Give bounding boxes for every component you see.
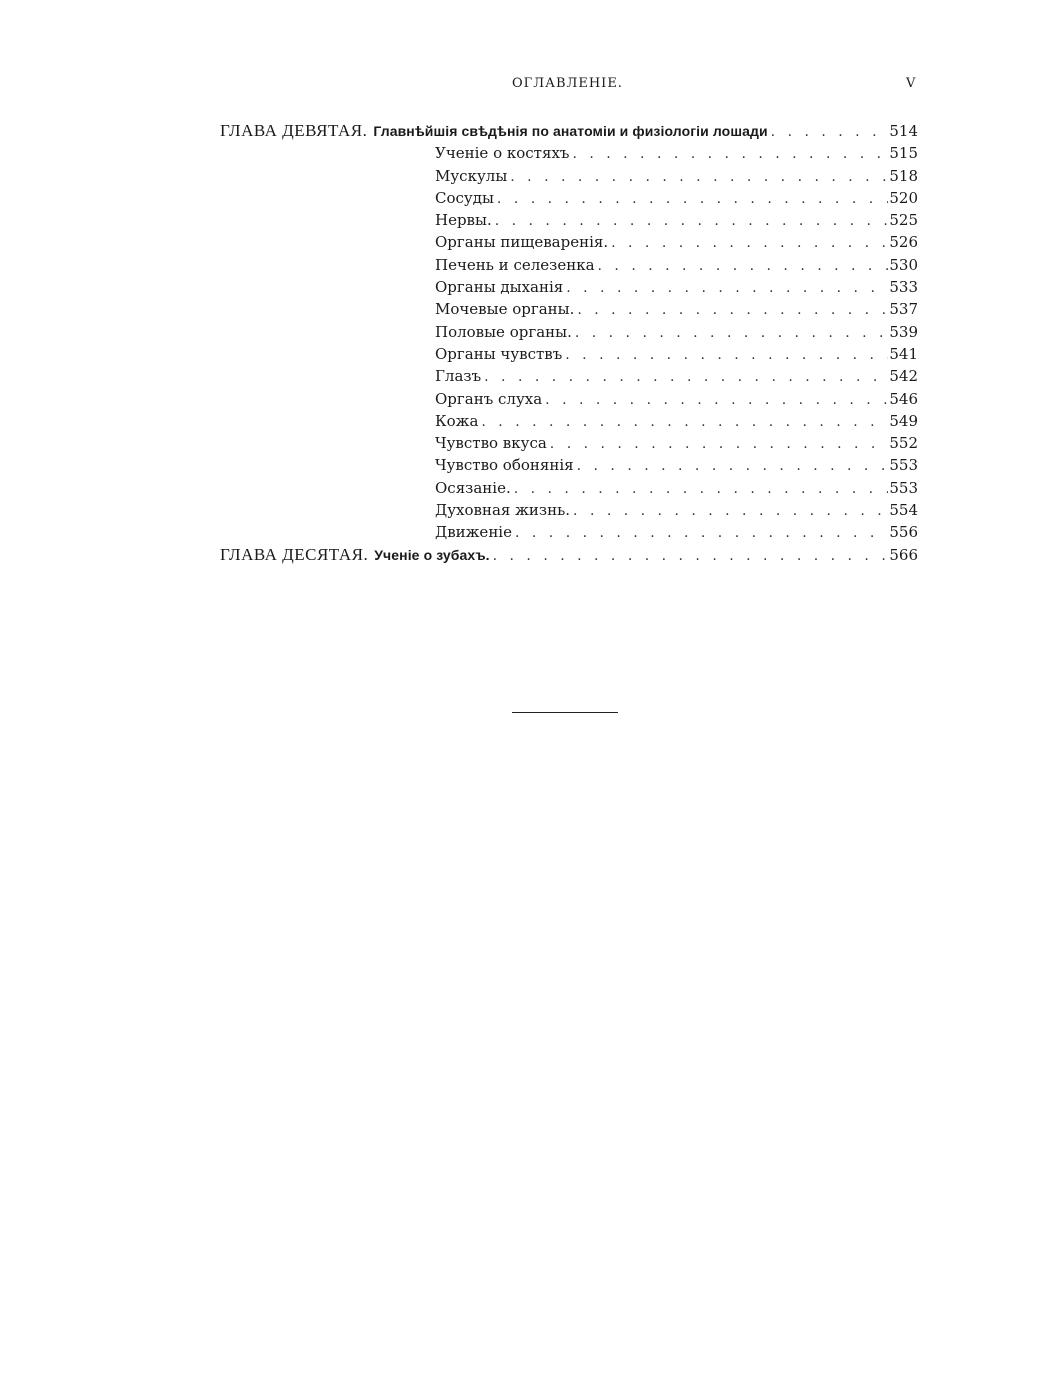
- toc-item: [220, 254, 918, 276]
- running-head: [0, 76, 1050, 96]
- toc-item: [220, 477, 918, 499]
- toc-item-page: 549: [889, 411, 918, 430]
- dot-leader: [478, 411, 888, 433]
- toc-item-title: Печень и селезенка: [435, 255, 595, 274]
- chapter-page-number: 514: [889, 122, 918, 140]
- toc-item-title: Духовная жизнь.: [435, 501, 571, 520]
- dot-leader: [562, 344, 888, 366]
- toc-item: [220, 365, 918, 387]
- dot-leader: [768, 121, 888, 143]
- dot-leader: [547, 433, 888, 455]
- toc-item-page: 542: [889, 367, 918, 386]
- toc-item-title: Ученіе о костяхъ: [435, 144, 570, 163]
- chapter-page-number: 566: [889, 545, 918, 564]
- toc-item-page: 546: [889, 389, 918, 408]
- toc-item: [220, 454, 918, 476]
- dot-leader: [494, 188, 888, 210]
- toc-item: [220, 410, 918, 432]
- toc-item: [220, 187, 918, 209]
- toc-item-title: Органы пищеваренія.: [435, 233, 609, 252]
- dot-leader: [608, 232, 888, 254]
- toc-item-title: Осязаніе.: [435, 478, 511, 497]
- toc-item-title: Половые органы.: [435, 322, 572, 341]
- toc-item-page: 539: [889, 322, 918, 341]
- toc-item-page: 556: [889, 523, 918, 542]
- toc-item: [220, 142, 918, 164]
- dot-leader: [563, 277, 888, 299]
- dot-leader: [512, 522, 888, 544]
- end-rule: [512, 712, 618, 713]
- toc-item-title: Сосуды: [435, 188, 494, 207]
- toc-item: [220, 499, 918, 521]
- toc-item-title: Мочевые органы.: [435, 300, 575, 319]
- dot-leader: [574, 299, 888, 321]
- dot-leader: [490, 545, 888, 567]
- toc-item-page: 554: [889, 501, 918, 520]
- toc-item: [220, 343, 918, 365]
- dot-leader: [542, 389, 888, 411]
- toc-item-page: 537: [889, 300, 918, 319]
- toc-item: [220, 298, 918, 320]
- page-number-roman: V: [906, 76, 916, 91]
- toc-item-page: 553: [889, 456, 918, 475]
- toc-chapter-10: [220, 544, 918, 566]
- chapter-label: ГЛАВА ДЕСЯТАЯ.: [220, 544, 369, 564]
- toc-item-title: Органъ слуха: [435, 389, 543, 408]
- toc-item-title: Нервы.: [435, 211, 492, 230]
- dot-leader: [569, 143, 888, 165]
- dot-leader: [574, 455, 888, 477]
- toc-item-page: 525: [889, 211, 918, 230]
- dot-leader: [507, 166, 888, 188]
- dot-leader: [492, 210, 888, 232]
- toc-item-title: Движеніе: [435, 523, 512, 542]
- toc-item-page: 520: [889, 188, 918, 207]
- toc-item-page: 515: [889, 144, 918, 163]
- table-of-contents: [220, 120, 918, 566]
- toc-item-title: Кожа: [435, 411, 479, 430]
- chapter-title: Главнѣйшія свѣдѣнія по анатоміи и физіологіи лошади: [373, 123, 768, 139]
- running-title: ОГЛАВЛЕНІЕ.: [512, 76, 623, 91]
- toc-item-page: 541: [889, 344, 918, 363]
- toc-item: [220, 276, 918, 298]
- dot-leader: [570, 500, 888, 522]
- dot-leader: [595, 255, 888, 277]
- toc-item: [220, 165, 918, 187]
- toc-item-page: 552: [889, 434, 918, 453]
- chapter-label: ГЛАВА ДЕВЯТАЯ.: [220, 121, 368, 140]
- toc-item-title: Органы дыханія: [435, 278, 564, 297]
- toc-item: [220, 321, 918, 343]
- toc-item-title: Органы чувствъ: [435, 344, 563, 363]
- toc-item-title: Мускулы: [435, 166, 508, 185]
- toc-item: [220, 388, 918, 410]
- toc-item: [220, 231, 918, 253]
- toc-item-title: Чувство обонянія: [435, 456, 574, 475]
- chapter-title: Ученіе о зубахъ.: [374, 546, 490, 563]
- toc-item: [220, 209, 918, 231]
- toc-item: [220, 521, 918, 543]
- dot-leader: [572, 322, 888, 344]
- toc-item-title: Чувство вкуса: [435, 434, 547, 453]
- toc-item-page: 533: [889, 278, 918, 297]
- toc-item: [220, 432, 918, 454]
- dot-leader: [511, 478, 888, 500]
- dot-leader: [481, 366, 888, 388]
- toc-item-title: Глазъ: [435, 367, 482, 386]
- toc-item-page: 553: [889, 478, 918, 497]
- toc-item-page: 526: [889, 233, 918, 252]
- toc-chapter-9: [220, 120, 918, 142]
- toc-item-page: 518: [889, 166, 918, 185]
- toc-item-page: 530: [889, 255, 918, 274]
